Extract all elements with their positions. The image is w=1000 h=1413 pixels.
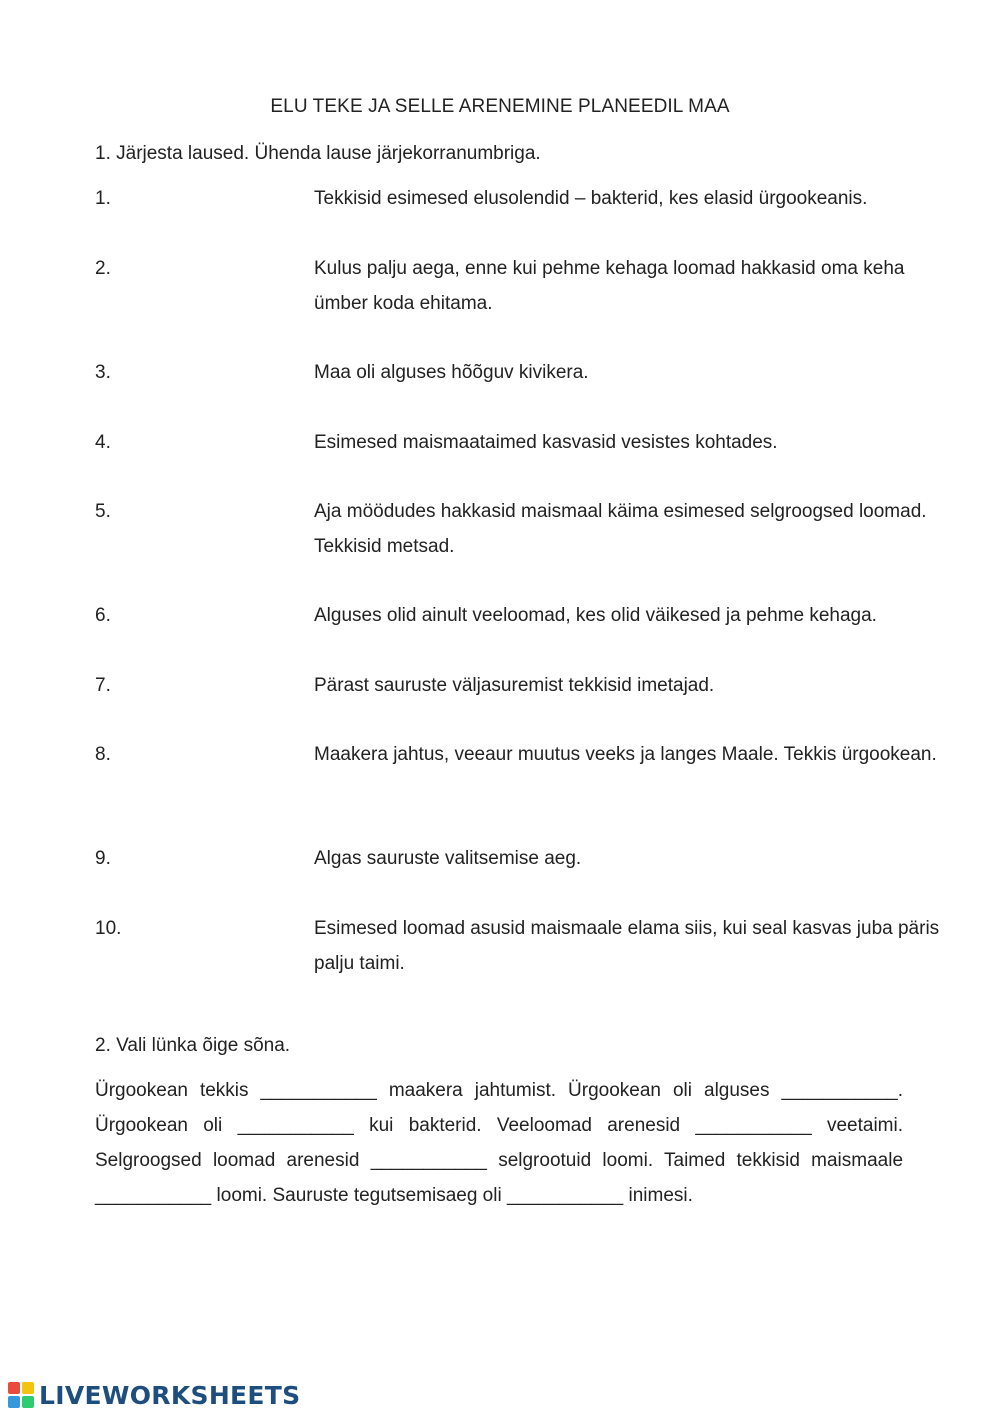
paragraph-text: kui bakterid. Veeloomad arenesid xyxy=(369,1115,681,1136)
paragraph-text: selgrootuid loomi. Taimed tekkisid maismaale xyxy=(498,1150,904,1171)
fill-in-paragraph xyxy=(95,1073,903,1213)
liveworksheets-footer xyxy=(8,1380,300,1410)
item-number: 10. xyxy=(95,918,122,939)
logo-square xyxy=(8,1382,20,1394)
item-number: 5. xyxy=(95,501,111,522)
paragraph-text: loomi. Sauruste tegutsemisaeg oli xyxy=(216,1185,502,1206)
task1-heading: 1. Järjesta laused. Ühenda lause järjekorranumbriga. xyxy=(95,143,541,164)
brand-name: LIVEWORKSHEETS xyxy=(39,1380,301,1410)
item-number: 7. xyxy=(95,675,111,696)
item-sentence: Algas sauruste valitsemise aeg. xyxy=(314,848,582,869)
logo-square xyxy=(22,1382,34,1394)
item-number: 8. xyxy=(95,744,111,765)
logo-square xyxy=(22,1396,34,1408)
blank-6[interactable]: ___________ xyxy=(95,1185,212,1206)
task2-heading: 2. Vali lünka õige sõna. xyxy=(95,1035,291,1056)
blank-2[interactable]: ___________ xyxy=(781,1080,898,1101)
liveworksheets-logo-icon xyxy=(8,1382,34,1408)
item-number: 2. xyxy=(95,258,111,279)
item-sentence: Maa oli alguses hõõguv kivikera. xyxy=(314,362,589,383)
item-number: 1. xyxy=(95,188,111,209)
paragraph-text: inimesi. xyxy=(628,1185,693,1206)
paragraph-text: maakera jahtumist. Ürgookean oli alguses xyxy=(388,1080,770,1101)
item-sentence: Esimesed loomad asusid maismaale elama siis, kui seal kasvas juba päris palju taimi. xyxy=(314,918,940,974)
blank-1[interactable]: ___________ xyxy=(260,1080,377,1101)
blank-3[interactable]: ___________ xyxy=(237,1115,354,1136)
item-sentence: Aja möödudes hakkasid maismaal käima esimesed selgroogsed loomad. Tekkisid metsad. xyxy=(314,501,927,557)
item-sentence: Esimesed maismaataimed kasvasid vesistes kohtades. xyxy=(314,432,778,453)
item-sentence: Maakera jahtus, veeaur muutus veeks ja langes Maale. Tekkis ürgookean. xyxy=(314,744,937,765)
item-number: 9. xyxy=(95,848,111,869)
worksheet-title: ELU TEKE JA SELLE ARENEMINE PLANEEDIL MAA xyxy=(270,96,730,117)
item-sentence: Kulus palju aega, enne kui pehme kehaga loomad hakkasid oma keha ümber koda ehitama. xyxy=(314,258,905,314)
logo-square xyxy=(8,1396,20,1408)
item-number: 3. xyxy=(95,362,111,383)
paragraph-text: Ürgookean tekkis xyxy=(95,1080,249,1101)
paragraph-text: . Ürgookean oli xyxy=(95,1080,904,1136)
item-sentence: Pärast sauruste väljasuremist tekkisid imetajad. xyxy=(314,675,715,696)
item-number: 4. xyxy=(95,432,111,453)
item-number: 6. xyxy=(95,605,111,626)
blank-7[interactable]: ___________ xyxy=(506,1185,624,1206)
paragraph-text: veetaimi. Selgroogsed loomad arenesid xyxy=(95,1115,903,1171)
item-sentence: Alguses olid ainult veeloomad, kes olid väikesed ja pehme kehaga. xyxy=(314,605,877,626)
blank-4[interactable]: ___________ xyxy=(695,1115,812,1136)
blank-5[interactable]: ___________ xyxy=(370,1150,487,1171)
item-sentence: Tekkisid esimesed elusolendid – bakterid, kes elasid ürgookeanis. xyxy=(314,188,868,209)
